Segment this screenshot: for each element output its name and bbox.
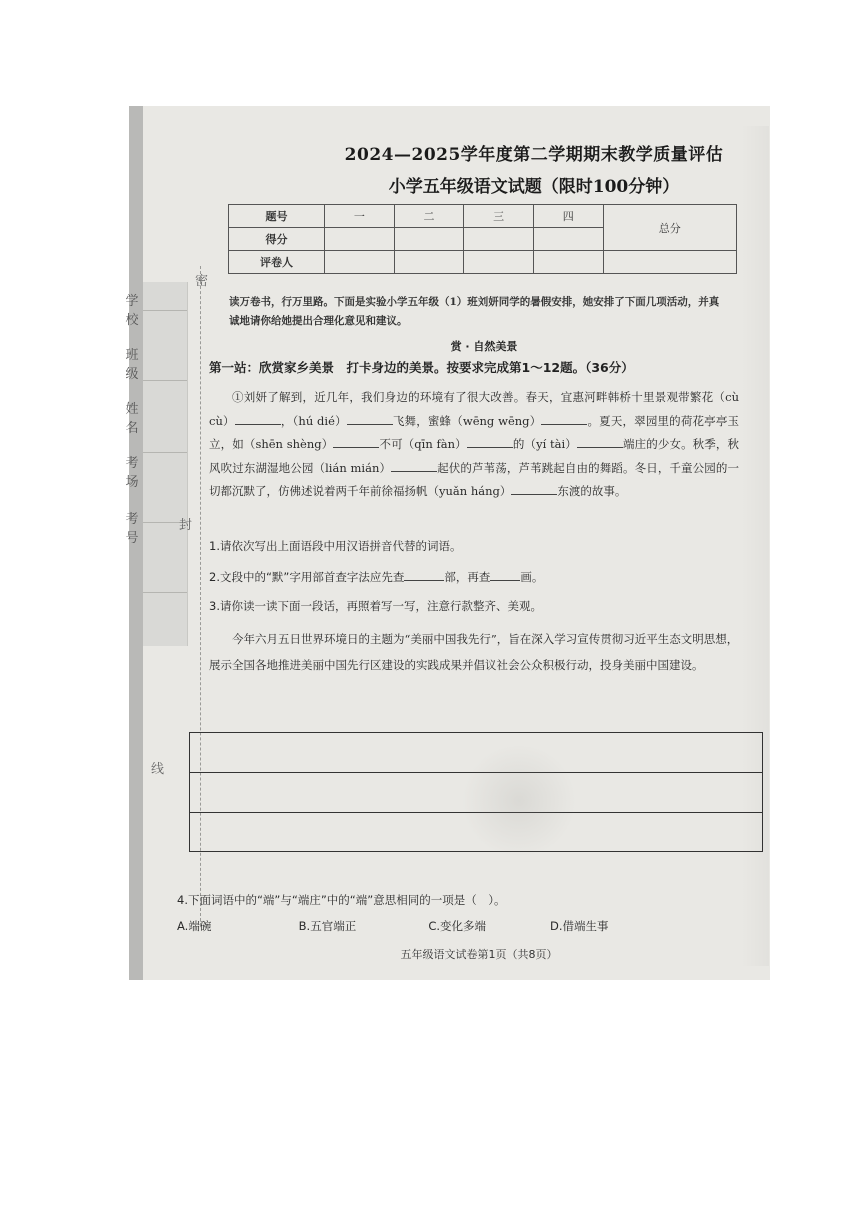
passage-text: 飞舞，蜜蜂（wēng wēng） (392, 413, 542, 428)
exam-number-label: 考 号 (125, 512, 139, 546)
seal-char-mi: 密 (195, 274, 209, 289)
student-info-panel (143, 282, 188, 646)
reading-passage (209, 386, 739, 504)
score-cell (325, 228, 395, 251)
header-cell: 三 (464, 205, 534, 228)
header-cell: 总分 (603, 205, 737, 251)
class-label: 班 级 (125, 348, 139, 382)
answer-blank[interactable] (333, 435, 379, 448)
score-cell (394, 228, 464, 251)
name-label: 姓 名 (125, 402, 139, 436)
school-label: 学 校 (125, 294, 139, 328)
stroke-count-blank[interactable] (490, 568, 520, 581)
option-a[interactable]: A.端碗 (177, 919, 212, 933)
grader-cell (325, 251, 395, 274)
seal-char-xian: 线 (151, 762, 165, 777)
exam-room-label: 考 场 (125, 456, 139, 490)
answer-blank[interactable] (235, 412, 281, 425)
question-3: 3.请你读一读下面一段话，再照着写一写，注意行款整齐、美观。 (209, 599, 542, 613)
answer-blank[interactable] (347, 412, 393, 425)
radical-blank[interactable] (404, 568, 444, 581)
seal-char-feng: 封 (179, 518, 193, 533)
grader-row (229, 251, 737, 274)
divider (143, 380, 187, 381)
option-b[interactable]: B.五官端正 (298, 919, 357, 933)
grader-cell (464, 251, 534, 274)
answer-blank[interactable] (511, 482, 557, 495)
exam-paper-photo (125, 106, 770, 980)
passage-text: 东渡的故事。 (557, 484, 627, 498)
paper-stain (459, 746, 579, 856)
question-1: 1.请依次写出上面语段中用汉语拼音代替的词语。 (209, 539, 462, 553)
passage-text: 端庄的少女。秋季，秋风吹过东湖湿地公园（lián mián） (209, 437, 740, 475)
passage-text: 。夏天，翠园里的荷花亭亭玉立，如（shēn shèng） (209, 413, 739, 451)
answer-blank[interactable] (577, 435, 623, 448)
question-4-options (177, 918, 608, 934)
divider (143, 452, 187, 453)
intro-text: 读万卷书，行万里路。下面是实验小学五年级（1）班刘妍同学的暑假安排，她安排了下面几项活动，并真诚地请你给她提出合理化意见和建议。 (229, 296, 720, 327)
answer-blank[interactable] (541, 412, 587, 425)
exam-title: 2024—2025学年度第二学期期末教学质量评估 (344, 145, 724, 165)
question-text: 部，再查 (444, 570, 491, 584)
exam-subtitle: 小学五年级语文试题（限时100分钟） (388, 177, 680, 197)
option-c[interactable]: C.变化多端 (428, 919, 486, 933)
station-title: 第一站：欣赏家乡美景 打卡身边的美景。按要求完成第1～12题。（36分） (209, 360, 634, 375)
question-text: 2.文段中的“默”字用部首查字法应先查 (209, 570, 405, 584)
copy-passage: 今年六月五日世界环境日的主题为“美丽中国我先行”，旨在深入学习宣传贯彻习近平生态文明思想，展示全国各地推进美丽中国先行区建设的实践成果并倡议社会公众积极行动，投身美丽中国建设。 (209, 632, 739, 672)
passage-text: ，（hú dié） (280, 413, 347, 428)
page-footer: 五年级语文试卷第1页（共8页） (400, 948, 558, 961)
passage-text: 不可（qīn fàn） (379, 437, 467, 451)
header-cell: 题号 (229, 205, 325, 228)
grader-cell (603, 251, 737, 274)
header-cell: 四 (533, 205, 603, 228)
question-text: 画。 (520, 570, 544, 584)
header-cell: 二 (394, 205, 464, 228)
answer-blank[interactable] (391, 459, 437, 472)
option-d[interactable]: D.借端生事 (549, 919, 609, 933)
divider (143, 310, 187, 311)
score-table-header-row (229, 205, 737, 228)
row-label: 评卷人 (229, 251, 325, 274)
row-label: 得分 (229, 228, 325, 251)
passage-text: 的（yí tài） (512, 437, 577, 451)
question-4: 4.下面词语中的“端”与“端庄”中的“端”意思相同的一项是（ ）。 (177, 893, 506, 907)
section-title: 赏 · 自然美景 (450, 340, 518, 353)
question-2 (209, 568, 543, 585)
divider (143, 592, 187, 593)
passage-text: 起伏的芦苇荡，芦苇跳起自由的舞蹈。冬日，千童公园的一切都沉默了，仿佛述说着两千年前徐福扬帆（yuǎn háng） (209, 460, 739, 498)
grader-cell (394, 251, 464, 274)
header-cell: 一 (325, 205, 395, 228)
score-table (228, 204, 737, 274)
passage-text: ①刘妍了解到，近几年，我们身边的环境有了很大改善。春天，宜惠河畔韩桥十里景观带繁花（cù cù） (209, 390, 739, 428)
page-shadow (741, 126, 769, 966)
grader-cell (533, 251, 603, 274)
score-cell (533, 228, 603, 251)
score-cell (464, 228, 534, 251)
answer-blank[interactable] (467, 435, 513, 448)
